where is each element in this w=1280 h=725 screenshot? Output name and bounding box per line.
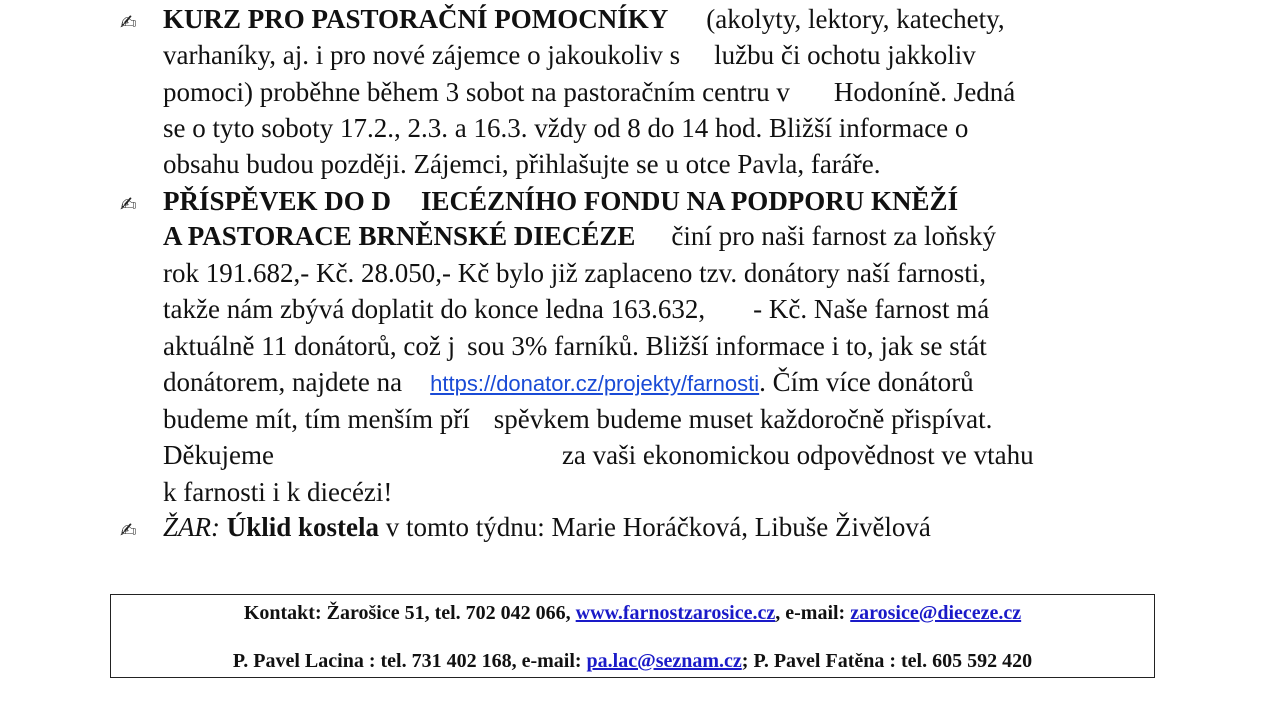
donator-link[interactable]: https://donator.cz/projekty/farnosti — [430, 371, 760, 396]
contact-box — [110, 594, 1155, 678]
contact-line-1: Kontakt: Žarošice 51, tel. 702 042 066, www.farnostzarosice.cz, e-mail: zarosice@dieceze.cz — [243, 602, 1022, 624]
uklid-label: Úklid kostela — [226, 512, 380, 542]
place-label: ŽAR: — [163, 512, 220, 542]
contact-line-2: P. Pavel Lacina : tel. 731 402 168, e-mail: pa.lac@seznam.cz; P. Pavel Fatěna : tel. 605 592 420 — [232, 650, 1033, 672]
writing-hand-icon: ✍ — [120, 10, 137, 34]
writing-hand-icon: ✍ — [120, 518, 137, 542]
web-link[interactable]: www.farnostzarosice.cz — [575, 602, 776, 624]
writing-hand-icon: ✍ — [120, 192, 137, 216]
email2-link[interactable]: pa.lac@seznam.cz — [586, 650, 742, 672]
kurz-title: KURZ PRO PASTORAČNÍ POMOCNÍKY — [163, 4, 669, 34]
email-link[interactable]: zarosice@dieceze.cz — [850, 602, 1022, 624]
